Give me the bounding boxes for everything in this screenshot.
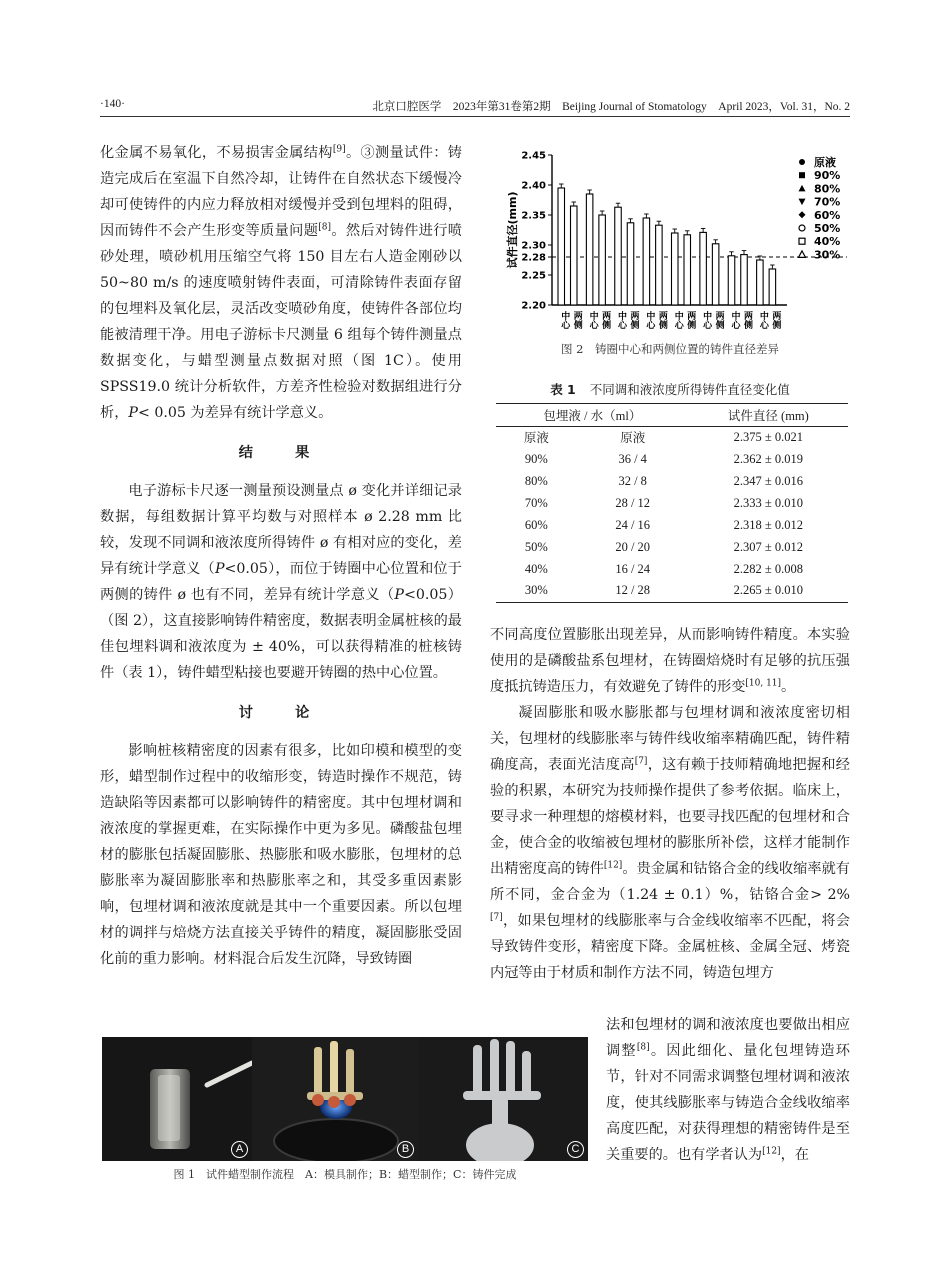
table-cell-ratio: 原液 [620, 431, 646, 446]
legend-label: 60% [814, 208, 841, 222]
x-tick-label: 中心 [587, 311, 598, 329]
chart-svg [505, 145, 850, 360]
table-cell-diameter: 2.282 ± 0.008 [733, 561, 804, 576]
table-cell-ratio: 16 / 24 [615, 561, 651, 576]
y-tick-label: 2.35 [521, 210, 546, 222]
legend-marker [799, 185, 806, 192]
legend-label: 90% [814, 169, 841, 183]
panel-label-a: A [231, 1141, 248, 1158]
table-row [496, 470, 848, 492]
legend-label: 50% [814, 222, 841, 235]
discussion-heading: 讨 论 [238, 705, 324, 721]
x-tick-label: 两侧 [770, 311, 781, 329]
figure2-chart [505, 145, 850, 360]
x-tick-label: 两侧 [600, 311, 611, 329]
running-head [100, 98, 850, 116]
bar [728, 256, 735, 305]
panel-label-c: C [567, 1141, 584, 1158]
table-row [496, 580, 848, 602]
table1 [496, 403, 848, 603]
right-paragraph-3: 法和包埋材的调和液浓度也要做出相应调整[8]。因此细化、量化包埋铸造环节，针对不同需求调整包埋材调和液浓度，使其线膨胀率与铸造合金线收缩率高度匹配，对获得理想的精密铸件是至关重要的。也有学者认为[12]，在 [606, 1017, 850, 1163]
panel-label-b: B [397, 1141, 414, 1158]
table1-title: 表 1 不同调和液浓度所得铸件直径变化值 [550, 382, 790, 397]
right-column [490, 622, 850, 986]
table-cell-ratio: 28 / 12 [615, 495, 651, 510]
y-tick-label: 2.45 [521, 150, 546, 162]
y-tick-label: 2.25 [521, 270, 546, 282]
method-paragraph: 化金属不易氧化，不易损害金属结构[9]。③测量试件：铸造完成后在室温下自然冷却，让铸件在自然状态下缓慢冷却可使铸件的内应力释放相对缓慢并受到包埋料的阻碍，因而铸件不会产生形变等质量问题[8]。然后对铸件进行喷砂处理，喷砂机用压缩空气将 150 目左右人造金刚砂以 50~80 m/s 的速度喷射铸件表面，可清除铸件表面存留的包埋料及氧化层，灵活改变喷砂角度，使铸件各部位均能被清理干净。用电子游标卡尺测量 6 组每个铸件测量点数据变化，与蜡型测量点数据对照（图 1C）。使用 SPSS19.0 统计分析软件，方差齐性检验对数据组进行分析，P< 0.05 为差异有统计学意义。 [100, 144, 462, 421]
x-tick-label: 中心 [644, 311, 655, 329]
bar [700, 232, 707, 305]
x-tick-label: 中心 [559, 311, 570, 329]
legend-label: 原液 [814, 156, 836, 169]
x-tick-label: 两侧 [656, 311, 667, 329]
left-column [100, 140, 462, 972]
bar [571, 206, 578, 305]
table-row [496, 448, 848, 470]
bar [672, 233, 679, 305]
x-tick-label: 两侧 [742, 311, 752, 329]
table-cell-diameter: 2.307 ± 0.012 [733, 539, 804, 554]
table-cell-ratio: 12 / 28 [577, 580, 689, 602]
bar [586, 194, 593, 305]
x-tick-label: 中心 [729, 311, 740, 329]
journal-info: 北京口腔医学 2023年第31卷第2期 Beijing Journal of Stomatology April 2023，Vol. 31，No. 2 [372, 101, 850, 113]
table-cell-diameter: 2.347 ± 0.016 [733, 473, 804, 488]
table-header-ratio: 包埋液 / 水（ml） [496, 404, 689, 426]
discussion-paragraph: 影响桩核精密度的因素有很多，比如印模和模型的变形，蜡型制作过程中的收缩形变，铸造时操作不规范，铸造缺陷等因素都可以影响铸件的精密度。其中包埋材调和液浓度的掌握更难，在实际操作中更为多见。磷酸盐包埋材的膨胀包括凝固膨胀、热膨胀和吸水膨胀，包埋材的总膨胀率为凝固膨胀率和热膨胀率之和，其受多重因素影响，包埋材调和液浓度就是其中一个重要因素。所以包埋材的调拌与焙烧方法直接关乎铸件的精度，凝固膨胀受固化前的重力影响。材料混合后发生沉降，导致铸圈 [100, 743, 462, 967]
y-tick-label: 2.20 [521, 300, 546, 312]
bar [656, 225, 663, 305]
table-row [496, 558, 848, 580]
y-tick-label: 2.40 [521, 180, 546, 192]
table-cell-diameter: 2.318 ± 0.012 [733, 517, 804, 532]
x-tick-label: 中心 [757, 311, 768, 329]
table-row [496, 492, 848, 514]
x-tick-label: 两侧 [628, 311, 639, 329]
bar [684, 235, 691, 305]
legend-marker [799, 172, 805, 178]
legend-marker [799, 199, 806, 206]
legend-marker [799, 159, 805, 165]
mold-image [102, 1037, 252, 1161]
legend-label: 40% [814, 235, 841, 249]
y-tick-label: 2.30 [521, 240, 546, 252]
table-cell-ratio: 24 / 16 [615, 517, 651, 532]
bar [599, 215, 606, 305]
figure1-panel-b [252, 1037, 418, 1161]
right-paragraph-2: 凝固膨胀和吸水膨胀都与包埋材调和液浓度密切相关，包埋材的线膨胀率与铸件线收缩率精确匹配，铸件精确度高，表面光洁度高[7]，这有赖于技师精确地把握和经验的积累，本研究为技师操作提供了参考依据。临床上，要寻求一种理想的熔模材料，也要寻找匹配的包埋材和合金，使合金的收缩被包埋材的膨胀所补偿，这样才能制作出精密度高的铸件[12]。贵金属和钴铬合金的线收缩率就有所不同，金合金为（1.24 ± 0.1）%，钴铬合金> 2%[7]，如果包埋材的线膨胀率与合金线收缩率不匹配，将会导致铸件变形，精密度下降。金属桩核、金属全冠、烤瓷内冠等由于材质和制作方法不同，铸造包埋方 [490, 705, 850, 981]
bar [712, 244, 719, 305]
legend-marker [799, 251, 806, 258]
table-cell-group: 50% [524, 539, 548, 554]
table-cell-ratio: 20 / 20 [615, 539, 651, 554]
table-cell-group: 60% [524, 517, 548, 532]
table-row [496, 426, 848, 448]
table-cell-ratio: 36 / 4 [618, 451, 647, 466]
bar [757, 260, 764, 305]
results-paragraph: 电子游标卡尺逐一测量预设测量点 ø 变化并详细记录数据，每组数据计算平均数与对照样本 ø 2.28 mm 比较，发现不同调和液浓度所得铸件 ø 有相对应的变化，差异有统计学意义（P<0.05），而位于铸圈中心位置和位于两侧的铸件 ø 也有不同，差异有统计学意义（P<0.05）（图 2），这直接影响铸件精密度，数据表明金属桩核的最佳包埋料调和液浓度为 ± 40%，可以获得精准的桩核铸件（表 1），铸件蜡型粘接也要避开铸圈的热中心位置。 [100, 483, 462, 681]
casting-image [418, 1037, 588, 1161]
figure1 [102, 1037, 588, 1161]
legend-marker [799, 225, 805, 231]
table-cell-diameter: 2.333 ± 0.010 [733, 495, 804, 510]
bar [615, 207, 622, 305]
x-tick-label: 中心 [672, 311, 683, 329]
legend-marker [799, 238, 805, 244]
bar [769, 269, 776, 305]
figure1-panel-c [418, 1037, 588, 1161]
legend-label: 30% [814, 248, 841, 262]
right-paragraph-1: 不同高度位置膨胀出现差异，从而影响铸件精度。本实验使用的是磷酸盐系包埋材，在铸圈焙烧时有足够的抗压强度抵抗铸造压力，有效避免了铸件的形变[10, 11]。 [490, 627, 850, 695]
table-cell-group: 40% [524, 561, 548, 576]
bar [558, 188, 565, 305]
x-tick-label: 中心 [701, 311, 712, 329]
table-cell-diameter: 2.375 ± 0.021 [733, 429, 804, 444]
legend-marker [799, 211, 806, 218]
figure1-panel-a [102, 1037, 252, 1161]
y-tick-label: 2.28 [521, 252, 546, 264]
bar [627, 223, 634, 305]
table-row [496, 536, 848, 558]
x-tick-label: 两侧 [685, 311, 696, 329]
table-cell-group: 90% [524, 451, 548, 466]
table-cell-diameter: 2.362 ± 0.019 [733, 451, 804, 466]
header-rule [100, 116, 850, 117]
table-cell-group: 80% [524, 473, 548, 488]
results-heading: 结 果 [238, 445, 324, 461]
legend-label: 80% [814, 182, 841, 196]
bar [741, 255, 748, 305]
table-header-diameter: 试件直径 (mm) [689, 404, 848, 426]
x-tick-label: 两侧 [713, 311, 724, 329]
y-axis-label: 试件直径(mm) [506, 191, 519, 269]
x-tick-label: 两侧 [571, 311, 582, 329]
wax-pattern-image [252, 1037, 418, 1161]
figure2-caption: 图 2 铸圈中心和两侧位置的铸件直径差异 [561, 342, 779, 356]
table-cell-group: 70% [524, 495, 548, 510]
table-cell-ratio: 32 / 8 [618, 473, 647, 488]
bar [643, 218, 650, 305]
table-cell-group: 30% [496, 580, 577, 602]
table-row [496, 514, 848, 536]
table-cell-diameter: 2.265 ± 0.010 [689, 580, 848, 602]
table-cell-group: 原液 [523, 431, 549, 446]
right-column-wrap [606, 1012, 850, 1168]
page-number: ·140· [100, 98, 125, 110]
x-tick-label: 中心 [616, 311, 626, 329]
figure1-caption: 图 1 试件蜡型制作流程 A：模具制作；B：蜡型制作；C：铸件完成 [173, 1168, 517, 1181]
legend-label: 70% [814, 195, 841, 209]
